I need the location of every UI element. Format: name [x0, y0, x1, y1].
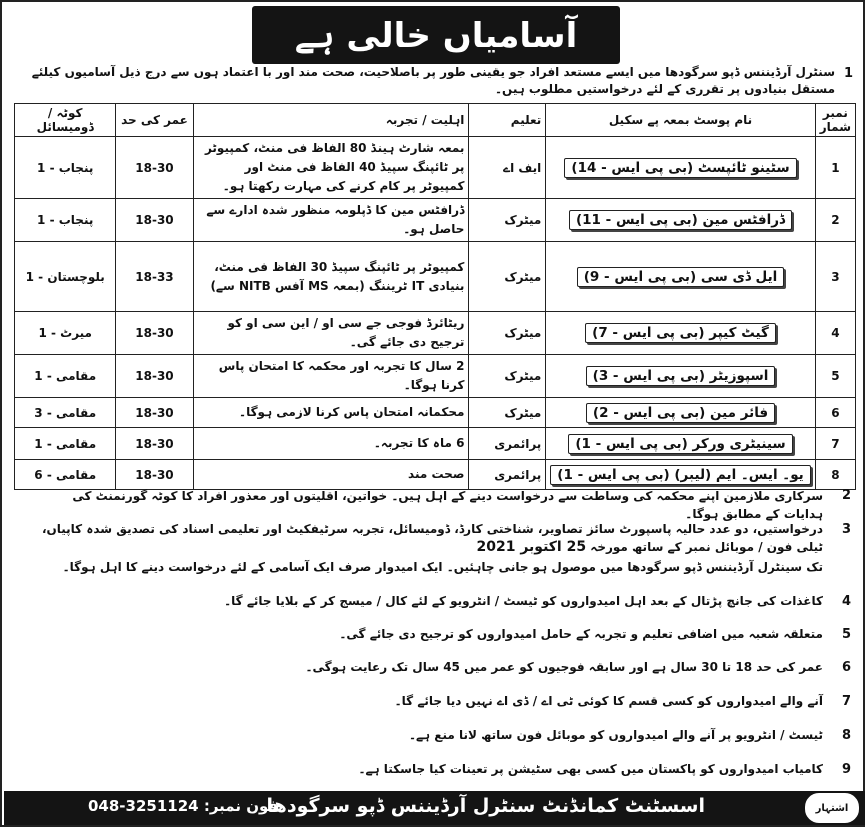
footer-office-title: اسسٹنٹ کمانڈنٹ سنٹرل آرڈیننس ڈپو سرگودھا [266, 795, 705, 817]
vacancies-table [14, 103, 856, 490]
table-row [15, 398, 856, 428]
cell-serial: 1 [815, 137, 855, 199]
table-row [15, 312, 856, 355]
instruction-item: ٹیسٹ / انٹرویو پر آنے والے امیدواروں کو موبائل فون ساتھ لانا منع ہے۔ [408, 728, 823, 742]
cell-age [116, 428, 193, 460]
cell-quota: پنجاب - 1 [15, 137, 116, 199]
cell-quota: پنجاب - 1 [15, 199, 116, 242]
header-education: تعلیم [469, 104, 546, 137]
footer-phone [82, 797, 278, 815]
instruction-number: 4 [841, 594, 851, 609]
cell-age [116, 137, 193, 199]
cell-post: اسپوزیٹر (بی پی ایس - 3) [586, 366, 776, 386]
phone-label: فون نمبر: [203, 797, 279, 815]
cell-age-value: 18-30 [135, 405, 174, 420]
cell-education: میٹرک [469, 355, 546, 398]
cell-education: میٹرک [469, 242, 546, 312]
cell-age-value: 18-30 [135, 369, 174, 383]
instruction-item: کامیاب امیدواروں کو پاکستان میں کسی بھی سٹیشن پر تعینات کیا جاسکتا ہے۔ [358, 762, 823, 776]
cell-quota: میرٹ - 1 [15, 312, 116, 355]
footer-bar [4, 791, 865, 825]
cell-post: ڈرافٹس مین (بی پی ایس - 11) [569, 210, 792, 230]
cell-serial: 7 [815, 428, 855, 460]
cell-post: یو۔ ایس۔ ایم (لیبر) (بی پی ایس - 1) [550, 465, 810, 485]
instruction-text: درخواستیں، دو عدد حالیہ پاسپورٹ سائز تصاویر، شناختی کارڈ، ڈومیسائل، تجربہ سرٹیفکیٹ اور تعلیمی اسناد کی تصدیق شدہ کاپیاں، ٹیلی فون / موبائل نمبر کے ساتھ مورخہ [41, 522, 823, 554]
cell-education: میٹرک [469, 199, 546, 242]
intro-number: 1 [843, 66, 853, 81]
cell-post: سینیٹری ورکر (بی پی ایس - 1) [568, 434, 792, 454]
cell-serial: 2 [815, 199, 855, 242]
advert-stamp: اشتہار [805, 793, 859, 823]
cell-serial: 6 [815, 398, 855, 428]
cell-quota: مقامی - 3 [15, 398, 116, 428]
cell-age-value: 18-30 [135, 436, 174, 451]
instruction-item: متعلقہ شعبہ میں اضافی تعلیم و تجربہ کے حامل امیدواروں کو ترجیح دی جائے گی۔ [339, 627, 823, 641]
cell-quota: بلوچستان - 1 [15, 242, 116, 312]
cell-serial: 5 [815, 355, 855, 398]
phone-number: 048-3251124 [88, 797, 199, 815]
table-row [15, 242, 856, 312]
cell-age [116, 312, 193, 355]
cell-qualification: کمپیوٹر پر ٹائپنگ سپیڈ 30 الفاظ فی منٹ، بنیادی IT ٹریننگ (بمعہ MS آفس NITB سے) [193, 242, 469, 312]
instruction-number: 7 [841, 694, 851, 709]
table-row [15, 428, 856, 460]
instruction-item: آنے والے امیدواروں کو کسی قسم کا کوئی ٹی اے / ڈی اے نہیں دیا جائے گا۔ [394, 694, 823, 708]
instruction-number: 6 [841, 660, 851, 675]
cell-qualification: ڈرافٹس مین کا ڈپلومہ منظور شدہ ادارے سے حاصل ہو۔ [193, 199, 469, 242]
cell-age [116, 199, 193, 242]
cell-serial: 4 [815, 312, 855, 355]
cell-qualification: بمعہ شارٹ ہینڈ 80 الفاظ فی منٹ، کمپیوٹر پر ٹائپنگ سپیڈ 40 الفاظ فی منٹ اور کمپیوٹر پر کام کرنے کی مہارت رکھتا ہو۔ [193, 137, 469, 199]
instruction-number: 3 [841, 522, 851, 537]
instruction-number: 5 [841, 627, 851, 642]
instruction-item [33, 520, 823, 556]
cell-age [116, 398, 193, 428]
cell-age-value: 18-30 [135, 160, 174, 175]
instruction-number: 2 [841, 488, 851, 503]
cell-qualification: 6 ماہ کا تجربہ۔ [193, 428, 469, 460]
table-header-row [15, 104, 856, 137]
cell-age [116, 355, 193, 398]
header-quota: کوٹہ / ڈومیسائل [15, 104, 116, 137]
instruction-item: کاغذات کی جانچ پڑتال کے بعد اہل امیدواروں کو ٹیسٹ / انٹرویو کے لئے کال / میسج کر کے بلایا جائے گا۔ [224, 594, 823, 608]
cell-age-value: 18-30 [135, 326, 174, 340]
header-serial: نمبر شمار [815, 104, 855, 137]
cell-serial: 3 [815, 242, 855, 312]
cell-post: سٹینو ٹائپسٹ (بی پی ایس - 14) [564, 158, 796, 178]
cell-post: ایل ڈی سی (بی پی ایس - 9) [577, 267, 785, 287]
header-age-limit: عمر کی حد [116, 104, 193, 137]
cell-education: پرائمری [469, 460, 546, 490]
cell-quota: مقامی - 6 [15, 460, 116, 490]
cell-age [116, 242, 193, 312]
cell-education: میٹرک [469, 312, 546, 355]
cell-education: میٹرک [469, 398, 546, 428]
cell-age-value: 18-30 [135, 213, 174, 227]
table-row [15, 137, 856, 199]
cell-post: گیٹ کیپر (بی پی ایس - 7) [585, 323, 776, 343]
instruction-item: عمر کی حد 18 تا 30 سال ہے اور سابقہ فوجیوں کو عمر میں 45 سال تک رعایت ہوگی۔ [305, 660, 823, 674]
intro-paragraph: سنٹرل آرڈیننس ڈپو سرگودھا میں ایسے مستعد افراد جو یقینی طور پر باصلاحیت، صحت مند اور با اعتماد ہوں سے درج ذیل آسامیوں کیلئے مستقل بنیادوں پر تقرری کے لئے درخواستیں مطلوب ہیں۔ [31, 65, 835, 96]
instruction-item-continued: تک سینٹرل آرڈیننس ڈپو سرگودھا میں موصول ہو جانی چاہئیں۔ ایک امیدوار صرف ایک آسامی کے لئے درخواست دینے کا اہل ہوگا۔ [62, 560, 823, 574]
cell-serial: 8 [815, 460, 855, 490]
instruction-number: 8 [841, 728, 851, 743]
deadline-date: 25 اکتوبر 2021 [476, 539, 587, 555]
table-row [15, 199, 856, 242]
table-row [15, 460, 856, 490]
cell-quota: مقامی - 1 [15, 428, 116, 460]
cell-qualification: ریٹائرڈ فوجی جے سی او / این سی او کو ترجیح دی جائے گی۔ [193, 312, 469, 355]
instruction-number: 9 [841, 762, 851, 777]
cell-age-value: 18-33 [135, 269, 174, 284]
cell-education: پرائمری [469, 428, 546, 460]
table-row [15, 355, 856, 398]
cell-quota: مقامی - 1 [15, 355, 116, 398]
cell-qualification: محکمانہ امتحان پاس کرنا لازمی ہوگا۔ [193, 398, 469, 428]
cell-qualification: 2 سال کا تجربہ اور محکمہ کا امتحان پاس کرنا ہوگا۔ [193, 355, 469, 398]
cell-post: فائر مین (بی پی ایس - 2) [586, 403, 775, 423]
cell-age-value: 18-30 [135, 467, 174, 482]
cell-qualification: صحت مند [193, 460, 469, 490]
cell-age [116, 460, 193, 490]
cell-education: ایف اے [469, 137, 546, 199]
instruction-item: سرکاری ملازمین اپنے محکمہ کی وساطت سے درخواست دینے کے اہل ہیں۔ خواتین، اقلیتوں اور معذور افراد کا کوٹہ گورنمنٹ کی ہدایات کے مطابق ہوگا۔ [72, 489, 823, 521]
header-post: نام پوسٹ بمعہ پے سکیل [546, 104, 815, 137]
header-qualification: اہلیت / تجربہ [193, 104, 469, 137]
vacancies-banner: آسامیاں خالی ہے [252, 6, 620, 64]
